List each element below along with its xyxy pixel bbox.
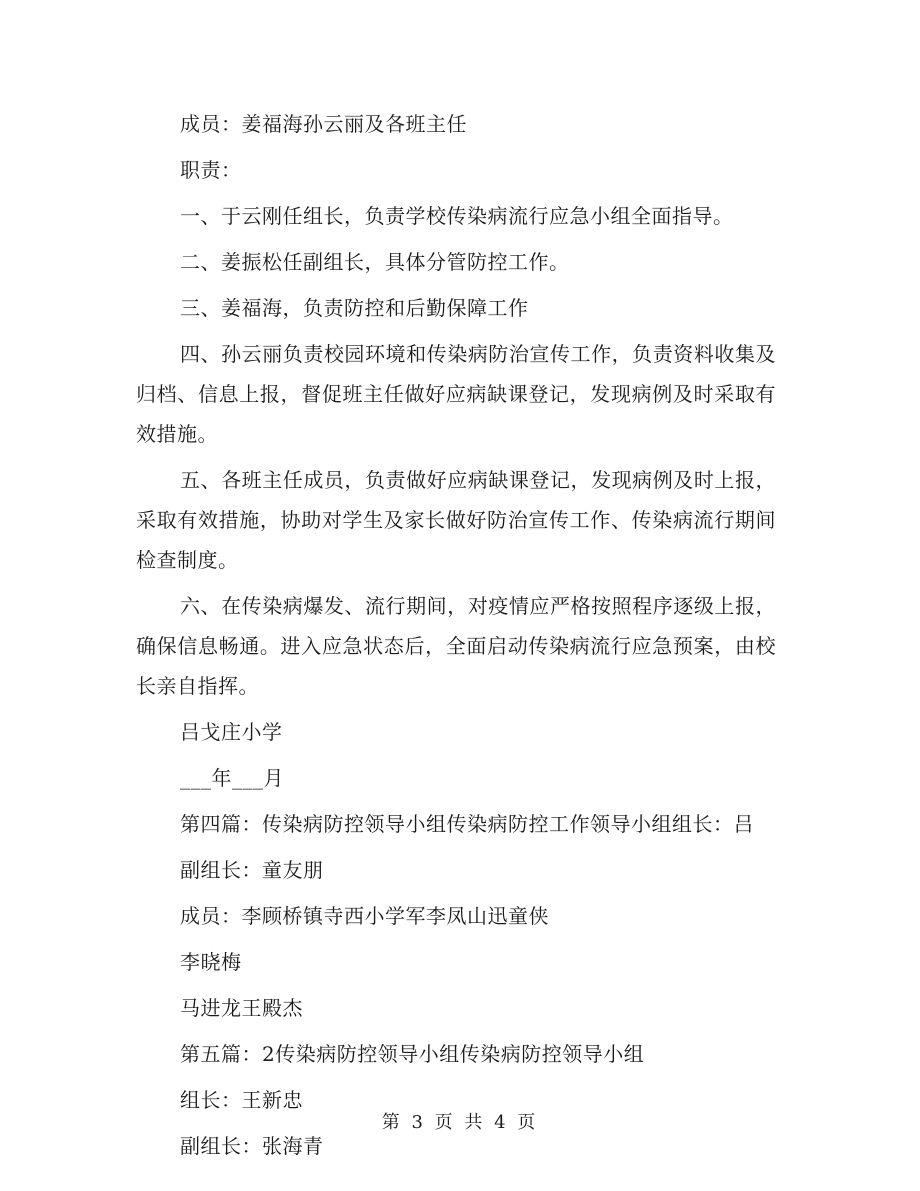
member-name-line: 李晓梅 [180,950,242,974]
page-number-footer: 第 3 页 共 4 页 [381,1112,539,1133]
duty-item-2: 二、姜振松任副组长，具体分管防控工作。 [180,250,570,274]
document-body [136,104,776,1172]
duty-item-3: 三、姜福海，负责防控和后勤保障工作 [180,296,529,320]
duties-heading: 职责： [180,158,242,182]
deputy-leader-line: 副组长：张海青 [180,1134,324,1158]
date-line: ___年___月 [180,766,284,790]
duty-item-6: 六、在传染病爆发、流行期间，对疫情应严格按照程序逐级上报，确保信息畅通。进入应急状态后，全面启动传染病流行应急预案，由校长亲自指挥。 [136,594,776,698]
members-line: 成员：姜福海孙云丽及各班主任 [180,112,467,136]
duty-item-1: 一、于云刚任组长，负责学校传染病流行应急小组全面指导。 [180,204,734,228]
duty-item-4: 四、孙云丽负责校园环境和传染病防治宣传工作，负责资料收集及归档、信息上报，督促班主任做好应病缺课登记，发现病例及时采取有效措施。 [136,342,776,446]
section-four-heading: 第四篇：传染病防控领导小组传染病防控工作领导小组组长：吕 [180,812,754,836]
leader-line: 组长：王新忠 [180,1088,303,1112]
duty-item-5: 五、各班主任成员，负责做好应病缺课登记，发现病例及时上报，采取有效措施，协助对学生及家长做好防治宣传工作、传染病流行期间检查制度。 [136,468,776,572]
school-name: 吕戈庄小学 [180,720,283,744]
section-five-heading: 第五篇：2传染病防控领导小组传染病防控领导小组 [180,1042,645,1066]
deputy-leader-line: 副组长：童友朋 [180,858,324,882]
section-four-members: 成员：李顾桥镇寺西小学军李凤山迅童侠 [180,904,549,928]
member-name-line: 马进龙王殿杰 [180,996,303,1020]
